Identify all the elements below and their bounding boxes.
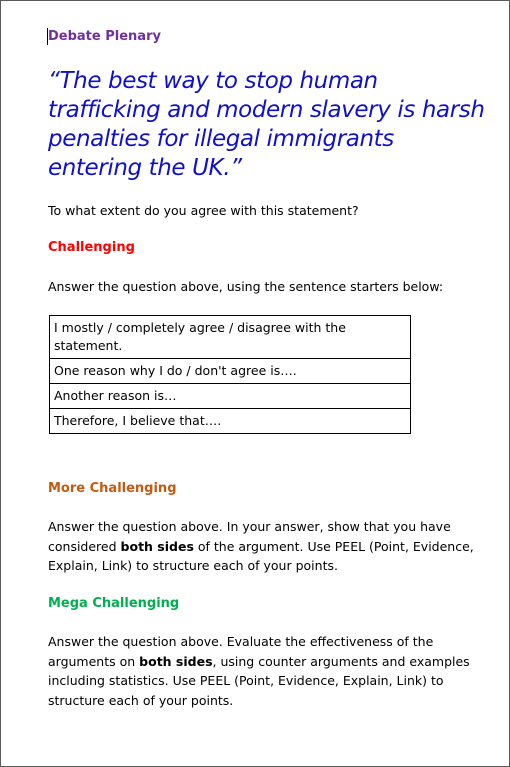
starter-cell: I mostly / completely agree / disagree with the statement. [50,316,411,359]
table-row [50,409,411,434]
challenging-heading: Challenging [48,240,135,255]
mega-challenging-heading: Mega Challenging [48,596,180,611]
more-challenging-heading: More Challenging [48,481,177,496]
challenging-instruction: Answer the question above, using the sentence starters below: [48,279,444,294]
table-row [50,359,411,384]
mega-challenging-text [48,632,488,710]
debate-statement: “The best way to stop human trafficking and modern slavery is harsh penalties for illegal immigrants entering the UK.” [48,68,485,181]
more-challenging-text-1: Answer the question above. In your answer, show that you have considered [48,519,451,554]
question-text: To what extent do you agree with this statement? [48,203,359,218]
starter-cell: Therefore, I believe that…. [50,409,411,434]
mega-challenging-text-1: Answer the question above. Evaluate the effectiveness of the arguments on [48,634,434,669]
mega-challenging-bold: both sides [139,653,213,669]
table-row [50,316,411,359]
table-row [50,384,411,409]
sentence-starters-table [49,315,411,434]
more-challenging-text [48,517,488,576]
more-challenging-bold: both sides [120,538,194,554]
mega-challenging-text-2: , using counter arguments and examples including statistics. Use PEEL (Point, Evidence, Explain, Link) to structure each of your points. [48,653,470,708]
starter-cell: Another reason is… [50,384,411,409]
starter-cell: One reason why I do / don't agree is…. [50,359,411,384]
document-title: Debate Plenary [48,29,161,44]
more-challenging-text-2: of the argument. Use PEEL (Point, Evidence, Explain, Link) to structure each of your points. [48,538,474,573]
